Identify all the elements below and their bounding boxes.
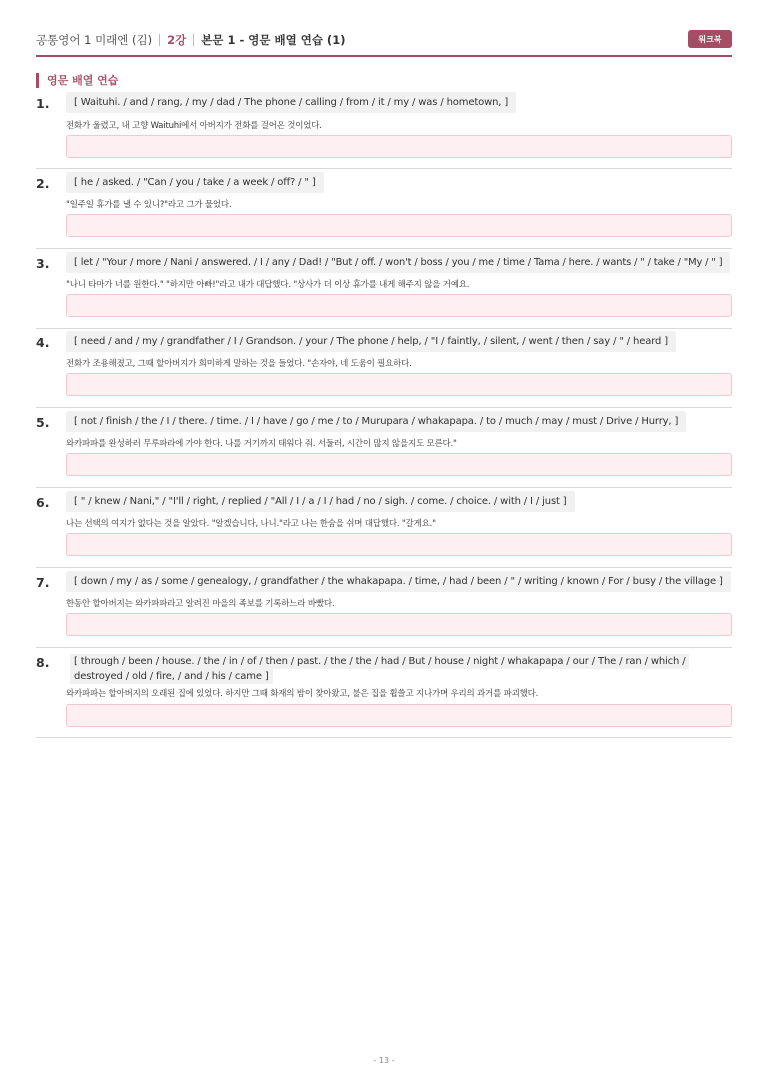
page-number: - 13 - [373, 1056, 395, 1065]
korean-translation: 한동안 할아버지는 와카파파라고 알려진 마을의 족보를 기록하느라 바빴다. [66, 599, 335, 609]
korean-translation: 전화가 조용해졌고, 그때 할아버지가 희미하게 말하는 것을 들었다. "손자야, 네 도움이 필요하다. [66, 359, 412, 369]
item-number: 2. [36, 176, 50, 191]
header-divider [159, 34, 160, 46]
section-title: 영문 배열 연습 [36, 73, 118, 88]
word-bank: [ he / asked. / "Can / you / take / a week / off? / " ] [66, 172, 324, 193]
header-info [36, 32, 345, 48]
item-number: 1. [36, 96, 50, 111]
item-number: 5. [36, 415, 50, 430]
exercise-item [36, 331, 732, 408]
korean-translation: 와카파파를 완성하러 무루파라에 가야 한다. 나를 거기까지 태워다 줘. 서둘러, 시간이 많지 않을지도 모른다." [66, 439, 457, 449]
word-bank: [ not / finish / the / I / there. / time. / I / have / go / me / to / Murupara / whakapapa. / to / much / may / must / Drive / Hurry, ] [66, 411, 686, 432]
item-number: 3. [36, 256, 50, 271]
answer-box[interactable] [66, 613, 732, 636]
page-title: 본문 1 - 영문 배열 연습 (1) [201, 33, 346, 47]
workbook-badge: 워크북 [688, 30, 732, 48]
page-header [36, 30, 732, 57]
item-number: 4. [36, 335, 50, 350]
book-title: 공통영어 1 미래엔 (김) [36, 33, 153, 47]
lesson-label: 2강 [167, 33, 187, 47]
korean-translation: "나니 타마가 너를 원한다." "하지만 아빠!"라고 내가 대답했다. "상사가 더 이상 휴가를 내게 해주지 않을 거예요. [66, 280, 470, 290]
answer-box[interactable] [66, 453, 732, 476]
header-divider [193, 34, 194, 46]
answer-box[interactable] [66, 135, 732, 158]
item-number: 6. [36, 495, 50, 510]
word-bank [62, 652, 732, 686]
answer-box[interactable] [66, 533, 732, 556]
word-bank: [ down / my / as / some / genealogy, / grandfather / the whakapapa. / time, / had / been / " / writing / known / For / busy / the village ] [66, 571, 731, 592]
answer-box[interactable] [66, 294, 732, 317]
word-bank: [ let / "Your / more / Nani / answered. / I / any / Dad! / "But / off. / won't / boss / you / me / time / Tama / here. / wants / " / take / "My / " ] [66, 252, 730, 273]
exercise-item [36, 411, 732, 488]
exercise-item [36, 252, 732, 329]
exercise-item [36, 651, 732, 738]
word-bank: [ need / and / my / grandfather / I / Grandson. / your / The phone / help, / "I / faintly, / silent, / went / then / say / " / heard ] [66, 331, 676, 352]
word-bank: [ " / knew / Nani," / "I'll / right, / replied / "All / I / a / I / had / no / sigh. / come. / choice. / with / I / just ] [66, 491, 575, 512]
item-number: 7. [36, 575, 50, 590]
item-number: 8. [36, 655, 50, 670]
korean-translation: 와카파파는 할아버지의 오래된 집에 있었다. 하지만 그때 화재의 밤이 찾아왔고, 불은 집을 휩쓸고 지나가며 우리의 과거를 파괴했다. [66, 689, 539, 699]
answer-box[interactable] [66, 704, 732, 727]
korean-translation: 전화가 울렸고, 내 고향 Waituhi에서 아버지가 전화를 걸어온 것이었다. [66, 121, 322, 131]
exercise-item [36, 92, 732, 169]
word-bank: [ Waituhi. / and / rang, / my / dad / The phone / calling / from / it / my / was / hometown, ] [66, 92, 516, 113]
korean-translation: "일주일 휴가를 낼 수 있니?"라고 그가 물었다. [66, 200, 232, 210]
exercise-item [36, 571, 732, 648]
word-bank-text: [ through / been / house. / the / in / of / then / past. / the / the / had / But / house / night / whakapapa / our / The / ran / which / destroyed / old / fire, / and / his / came ] [70, 654, 689, 684]
answer-box[interactable] [66, 214, 732, 237]
exercise-item [36, 172, 732, 249]
korean-translation: 나는 선택의 여지가 없다는 것을 알았다. "알겠습니다, 나니."라고 나는 한숨을 쉬며 대답했다. "갈게요." [66, 519, 436, 529]
answer-box[interactable] [66, 373, 732, 396]
exercise-item [36, 491, 732, 568]
